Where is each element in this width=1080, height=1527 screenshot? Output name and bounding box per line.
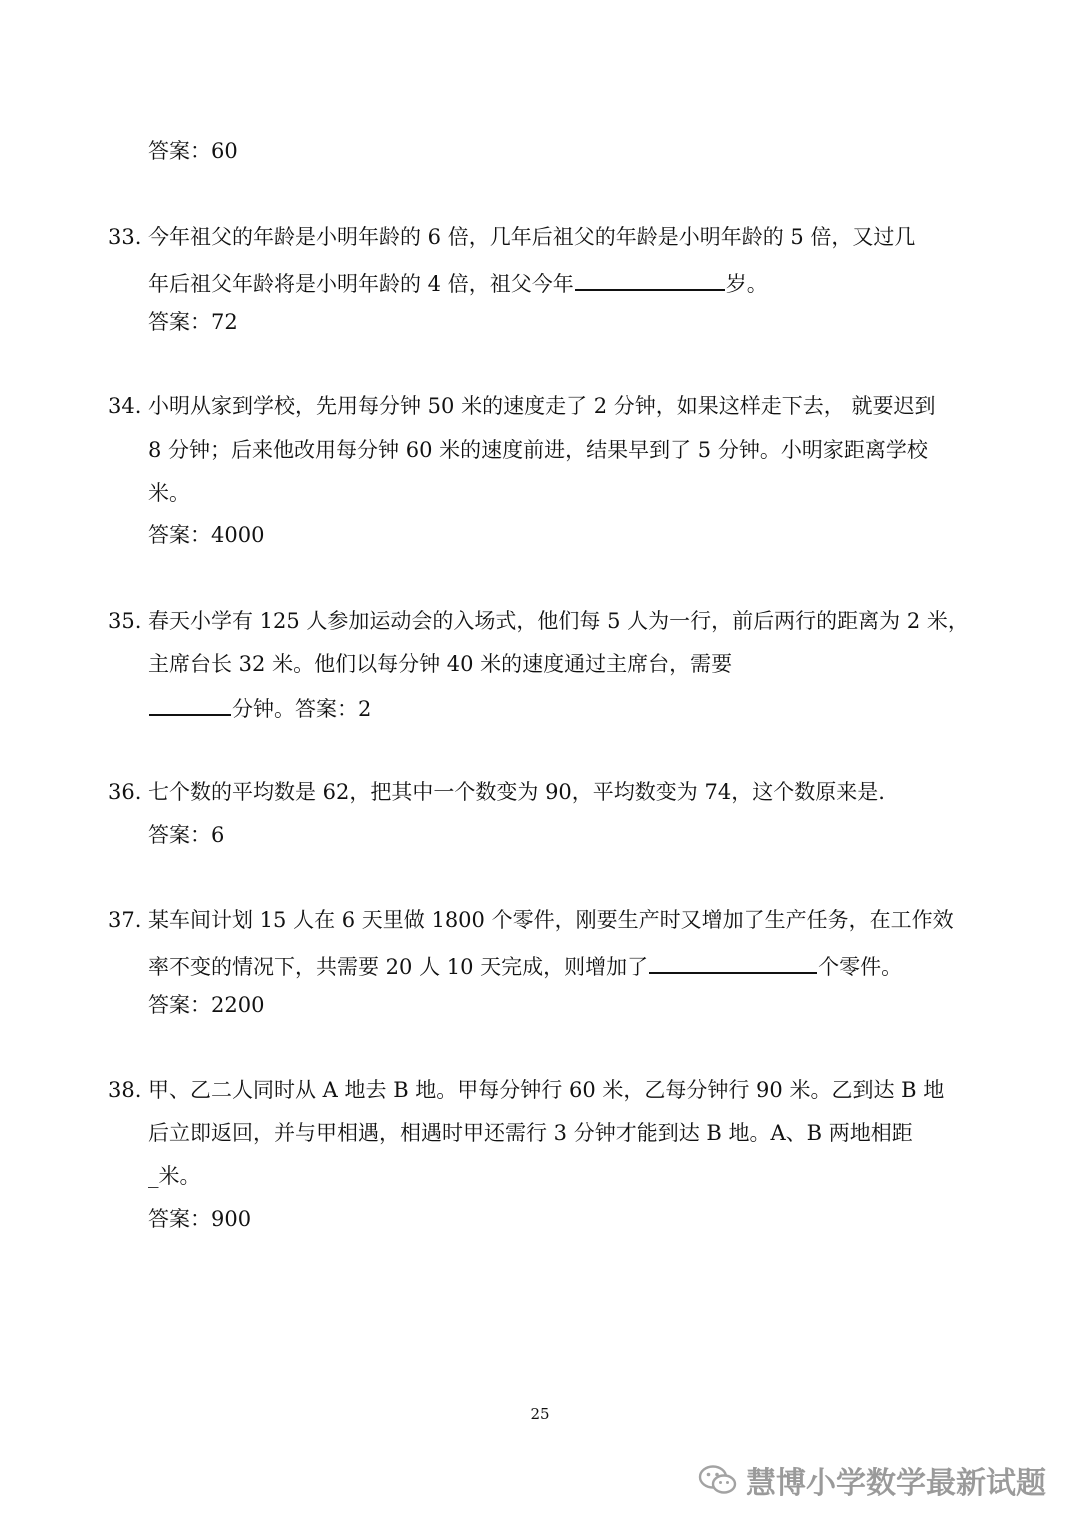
question-text-line: 甲、乙二人同时从 A 地去 B 地。甲每分钟行 60 米，乙每分钟行 90 米。乙到达 B 地	[148, 1078, 945, 1102]
question-text: 个零件。	[818, 955, 903, 979]
watermark	[698, 1458, 1046, 1502]
question-text: 岁。	[725, 272, 768, 296]
question-text: 率不变的情况下，共需要 20 人 10 天完成，则增加了	[148, 955, 649, 979]
question-text-line: 七个数的平均数是 62，把其中一个数变为 90，平均数变为 74，这个数原来是.	[148, 780, 885, 804]
question-number: 34.	[108, 394, 142, 418]
answer-37: 答案：2200	[148, 993, 265, 1017]
question-text-line: 某车间计划 15 人在 6 天里做 1800 个零件，刚要生产时又增加了生产任务，在工作效	[148, 908, 954, 932]
question-text-line: 主席台长 32 米。他们以每分钟 40 米的速度通过主席台，需要	[148, 652, 733, 676]
question-text-line	[148, 950, 902, 982]
question-text-line: 8 分钟；后来他改用每分钟 60 米的速度前进，结果早到了 5 分钟。小明家距离学校	[148, 438, 928, 462]
answer-38: 答案：900	[148, 1207, 252, 1231]
question-number: 37.	[108, 908, 142, 932]
question-text-line: 今年祖父的年龄是小明年龄的 6 倍，几年后祖父的年龄是小明年龄的 5 倍，又过几	[148, 225, 916, 249]
answer-36: 答案：6	[148, 823, 225, 847]
prev-answer: 答案：60	[148, 139, 238, 163]
answer-blank	[149, 692, 231, 716]
question-text: 年后祖父年龄将是小明年龄的 4 倍，祖父今年	[148, 272, 574, 296]
question-number: 38.	[108, 1078, 142, 1102]
question-text-line: 后立即返回，并与甲相遇，相遇时甲还需行 3 分钟才能到达 B 地。A、B 两地相距	[148, 1121, 913, 1145]
question-text-line: 小明从家到学校，先用每分钟 50 米的速度走了 2 分钟，如果这样走下去， 就要迟到	[148, 394, 936, 418]
page-number: 25	[530, 1405, 550, 1423]
question-number: 33.	[108, 225, 142, 249]
question-text-line	[148, 692, 371, 724]
answer-34: 答案：4000	[148, 523, 265, 547]
wechat-icon	[698, 1464, 738, 1496]
question-text-line: _米。	[148, 1164, 201, 1188]
watermark-text: 慧博小学数学最新试题	[746, 1466, 1046, 1501]
question-text-line: 米。	[148, 481, 190, 505]
question-text-line: 春天小学有 125 人参加运动会的入场式，他们每 5 人为一行，前后两行的距离为 2 米，	[148, 609, 969, 633]
question-text: 分钟。答案：2	[232, 697, 372, 721]
answer-33: 答案：72	[148, 310, 238, 334]
question-number: 35.	[108, 609, 142, 633]
answer-blank	[575, 267, 725, 291]
question-number: 36.	[108, 780, 142, 804]
answer-blank	[649, 950, 817, 974]
question-text-line	[148, 267, 768, 299]
